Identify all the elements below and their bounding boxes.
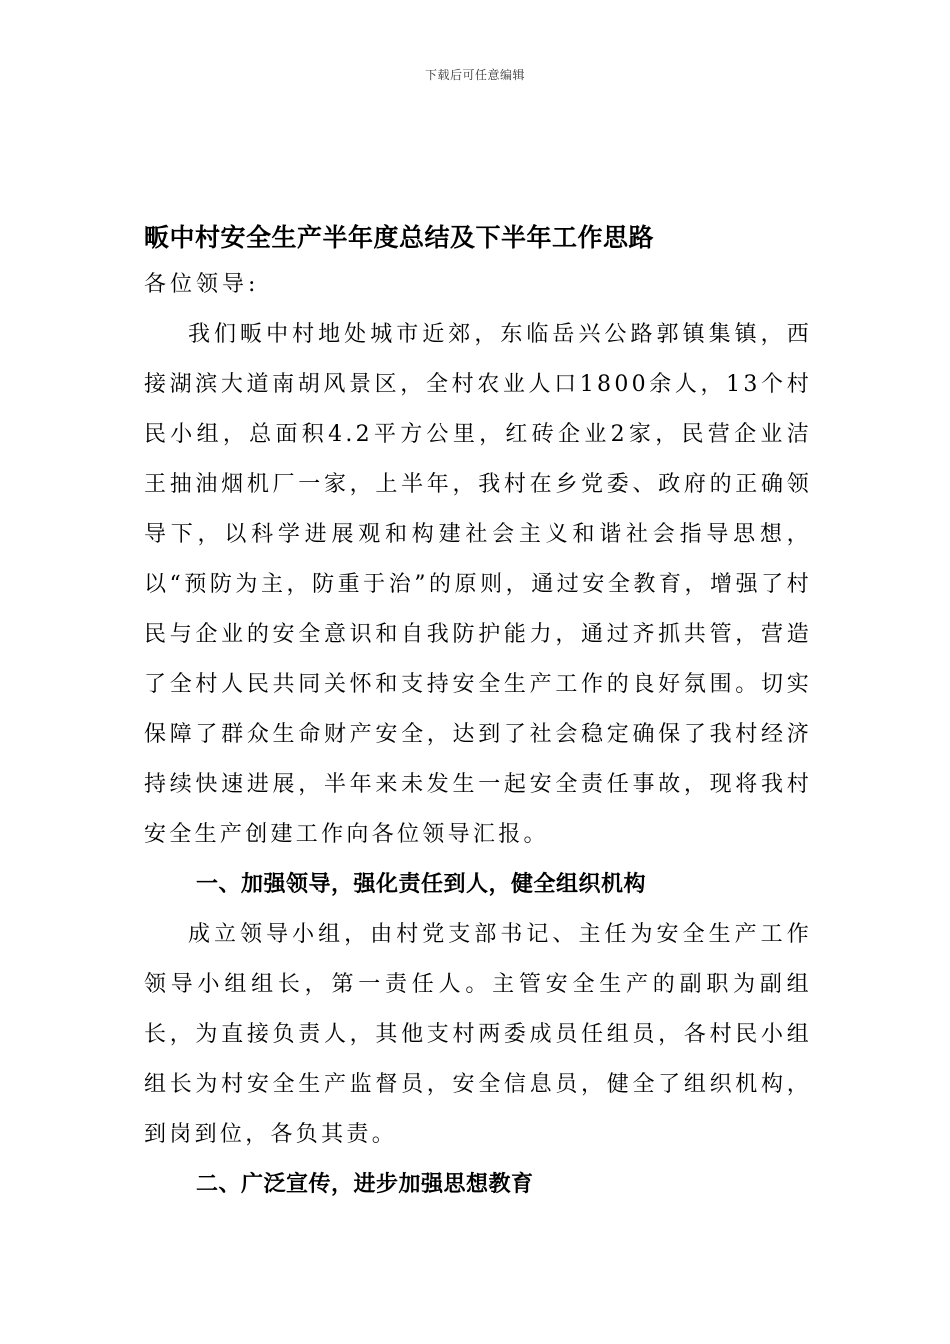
section-1-paragraph: 成立领导小组，由村党支部书记、主任为安全生产工作领导小组组长，第一责任人。主管安全生产的副职为副组长，为直接负责人，其他支村两委成员任组员，各村民小组组长为村安全生产监督员，安全信息员，健全了组织机构，到岗到位，各负其责。 (144, 922, 812, 1147)
document-body (144, 216, 812, 1210)
section-1-heading: 一、加强领导，强化责任到人，健全组织机构 (196, 872, 647, 897)
section-2-heading: 二、广泛宣传，进步加强思想教育 (196, 1172, 534, 1197)
salutation: 各位领导: (144, 272, 260, 297)
intro-paragraph: 我们畈中村地处城市近郊，东临岳兴公路郭镇集镇，西接湖滨大道南胡风景区，全村农业人口1800余人，13个村民小组，总面积4.2平方公里，红砖企业2家，民营企业洁王抽油烟机厂一家，上半年，我村在乡党委、政府的正确领导下，以科学进展观和构建社会主义和谐社会指导思想，以“预防为主，防重于治”的原则，通过安全教育，增强了村民与企业的安全意识和自我防护能力，通过齐抓共管，营造了全村人民共同关怀和支持安全生产工作的良好氛围。切实保障了群众生命财产安全，达到了社会稳定确保了我村经济持续快速进展，半年来未发生一起安全责任事故，现将我村安全生产创建工作向各位领导汇报。 (144, 322, 812, 847)
document-title: 畈中村安全生产半年度总结及下半年工作思路 (144, 223, 655, 252)
page-header-note: 下载后可任意编辑 (424, 68, 525, 82)
